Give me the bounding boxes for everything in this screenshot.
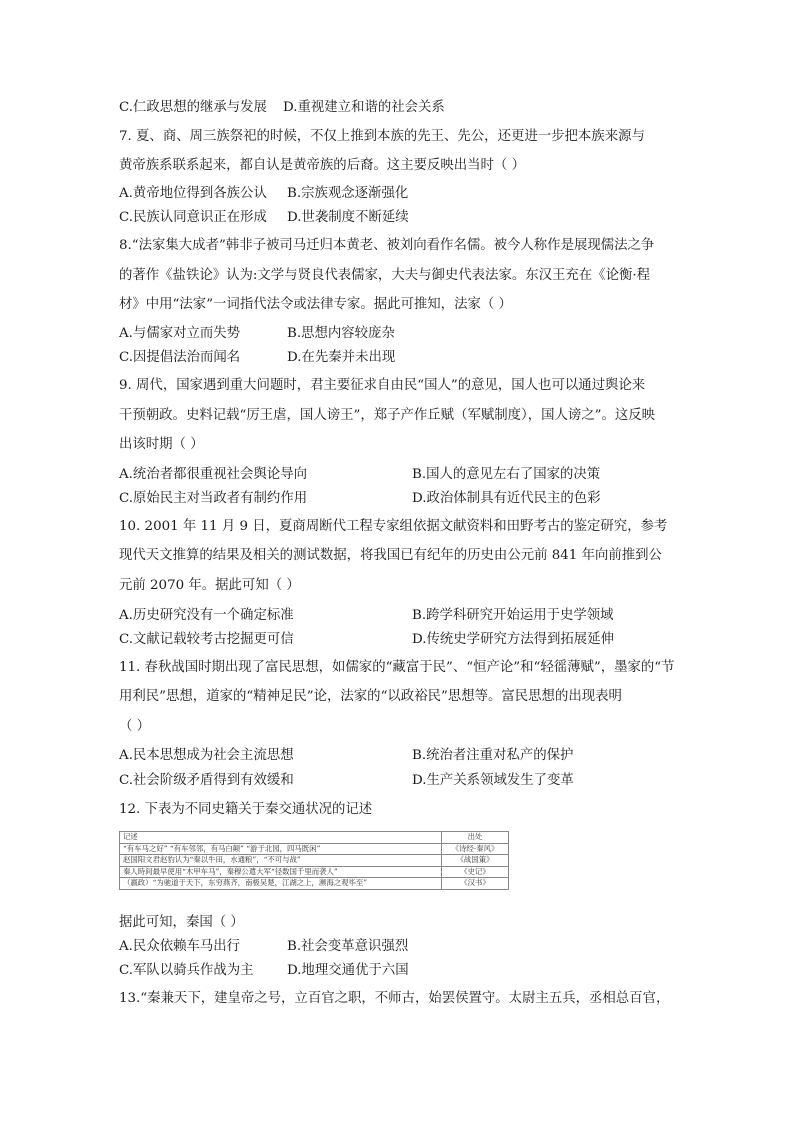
q11-option-c: C.社会阶级矛盾得到有效缓和 (119, 773, 294, 788)
q11-stem-1: 11. 春秋战国时期出现了富民思想，如儒家的“藏富于民”、“恒产论”和“轻徭薄赋”，墨家的“节 (119, 660, 675, 675)
q10-option-d: D.传统史学研究方法得到拓展延伸 (412, 632, 614, 647)
q8-option-d: D.在先秦并未出现 (287, 350, 396, 365)
q10-option-a: A.历史研究没有一个确定标准 (119, 608, 294, 623)
q8-option-a: A.与儒家对立而失势 (119, 326, 241, 341)
q11-stem-2: 用利民”思想，道家的“精神足民”论，法家的“以政裕民”思想等。富民思想的出现表明 (119, 689, 622, 704)
q12-option-c: C.军队以骑兵作战为主 (119, 963, 254, 978)
q10-stem-3: 元前 2070 年。据此可知（ ） (119, 578, 300, 593)
table-cell-record: （嬴政）“为驰道于天下，东穷燕齐，南极吴楚，江湖之上，濒海之观毕至” (120, 878, 442, 890)
q10-stem-2: 现代天文推算的结果及相关的测试数据，将我国已有纪年的历史由公元前 841 年向前推到公 (119, 548, 662, 563)
table-cell-source: 《史记》 (442, 866, 509, 878)
q12-option-d: D.地理交通优于六国 (287, 963, 409, 978)
q8-stem-1: 8.“法家集大成者”韩非子被司马迁归本黄老、被刘向看作名儒。被今人称作是展现儒法之争 (119, 238, 655, 253)
q8-option-b: B.思想内容较庞杂 (287, 326, 395, 341)
q12-option-a: A.民众依赖车马出行 (119, 939, 241, 954)
table-cell-source: 《战国策》 (442, 855, 509, 867)
q7-stem-2: 黄帝族系联系起来，都自认是黄帝族的后裔。这主要反映出当时（ ） (119, 158, 525, 173)
q6-option-c: C.仁政思想的继承与发展 (119, 100, 267, 115)
q7-stem-1: 7. 夏、商、周三族祭祀的时候，不仅上推到本族的先王、先公，还更进一步把本族来源与 (119, 129, 645, 144)
q7-option-d: D.世袭制度不断延续 (287, 210, 409, 225)
q9-stem-2: 干预朝政。史料记载“厉王虐，国人谤王”，郑子产作丘赋（军赋制度），国人谤之”。这反映 (119, 408, 656, 423)
table-cell-source: 《汉书》 (442, 878, 509, 890)
q9-option-b: B.国人的意见左右了国家的决策 (412, 467, 601, 482)
table-row (120, 855, 509, 867)
q12-after: 据此可知，秦国（ ） (119, 915, 244, 930)
table-cell-record: “有车马之好” “有车邻邻，有马白颠” “游于北园，四马既闲” (120, 843, 442, 855)
table-cell-source: 《诗经·秦风》 (442, 843, 509, 855)
q10-stem-1: 10. 2001 年 11 月 9 日，夏商周断代工程专家组依据文献资料和田野考古的鉴定研究，参考 (119, 519, 668, 534)
table-row (120, 878, 509, 890)
q12-option-b: B.社会变革意识强烈 (287, 939, 409, 954)
q8-option-c: C.因提倡法治而闻名 (119, 350, 241, 365)
q12-stem: 12. 下表为不同史籍关于秦交通状况的记述 (119, 802, 373, 817)
q11-stem-3: （ ） (119, 719, 151, 734)
table-header-source: 出处 (442, 832, 509, 844)
table-row (120, 843, 509, 855)
q7-option-a: A.黄帝地位得到各族公认 (119, 186, 267, 201)
q9-option-d: D.政治体制具有近代民主的色彩 (412, 491, 601, 506)
q8-stem-3: 材》中用“法家”一词指代法令或法律专家。据此可推知，法家（ ） (119, 297, 512, 312)
q11-option-d: D.生产关系领域发生了变革 (412, 773, 574, 788)
table-header-record: 记述 (120, 832, 442, 844)
q11-option-b: B.统治者注重对私产的保护 (412, 748, 574, 763)
table-header-row (120, 832, 509, 844)
q11-option-a: A.民本思想成为社会主流思想 (119, 748, 294, 763)
table-cell-record: 赵国阳文君赵豹认为“秦以牛田，水通粮”，“不可与战” (120, 855, 442, 867)
table-cell-record: 秦人時间最早使用“木甲车马”，秦穆公遣大军“径数国千里而袭人” (120, 866, 442, 878)
q7-option-c: C.民族认同意识正在形成 (119, 210, 267, 225)
q7-option-b: B.宗族观念逐渐强化 (287, 186, 409, 201)
q13-stem-1: 13.“秦兼天下，建皇帝之号，立百官之职，不师古，始罢侯置守。太尉主五兵，丞相总百官， (119, 991, 670, 1006)
table-row (120, 866, 509, 878)
q10-option-b: B.跨学科研究开始运用于史学领域 (412, 608, 614, 623)
source-table (119, 831, 509, 890)
q9-stem-3: 出该时期（ ） (119, 437, 204, 452)
q6-option-d: D.重视建立和谐的社会关系 (283, 100, 445, 115)
q10-option-c: C.文献记载较考古挖掘更可信 (119, 632, 294, 647)
q9-stem-1: 9. 周代，国家遇到重大问题时，君主要征求自由民“国人”的意见，国人也可以通过舆论来 (119, 378, 646, 393)
q8-stem-2: 的著作《盐铁论》认为:文学与贤良代表儒家，大夫与御史代表法家。东汉王充在《论衡·程 (119, 268, 650, 283)
q9-option-a: A.统治者都很重视社会舆论导向 (119, 467, 308, 482)
q9-option-c: C.原始民主对当政者有制约作用 (119, 491, 308, 506)
